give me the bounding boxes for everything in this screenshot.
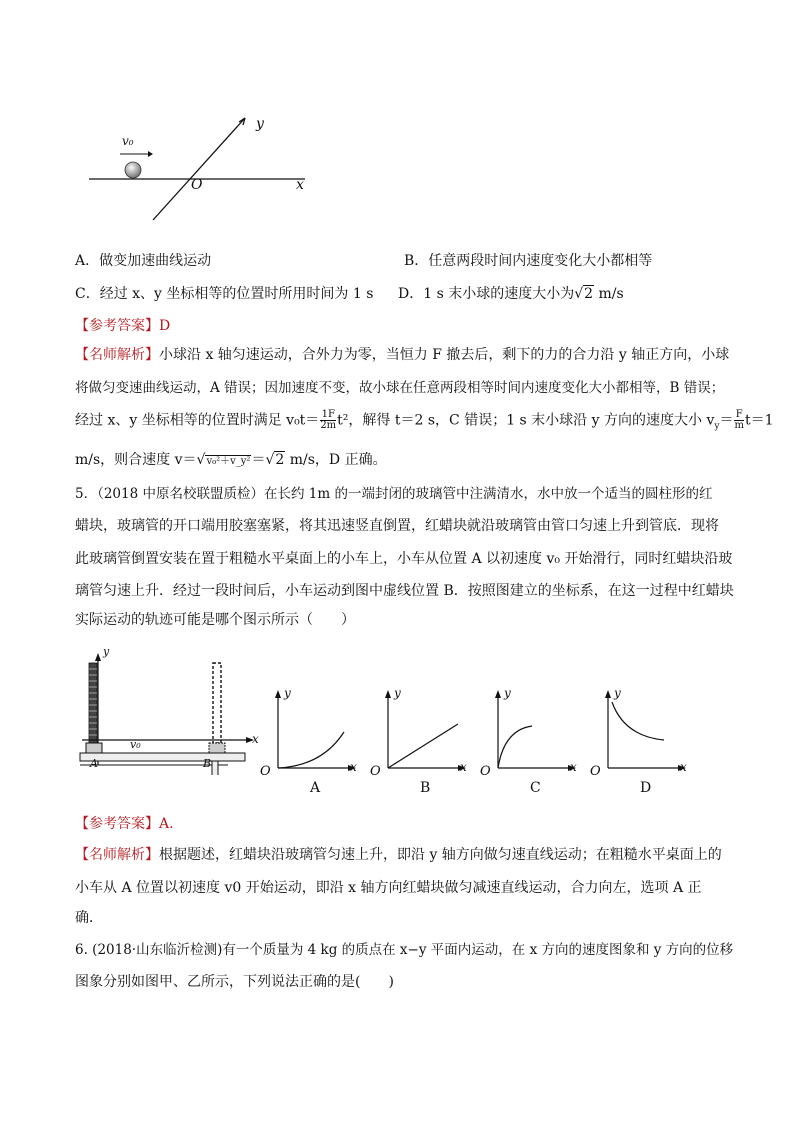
option-b: B．任意两段时间内速度变化大小都相等 xyxy=(404,253,653,269)
q4-analysis-line2: 将做匀变速曲线运动，A 错误；因加速度不变，故小球在任意两段相等时间内速度变化大小都相等，B 错误； xyxy=(75,380,725,396)
q4-answer: 【参考答案】D xyxy=(75,318,171,334)
tube-b xyxy=(213,663,221,743)
option-a: A．做变加速曲线运动 xyxy=(75,253,212,269)
table xyxy=(80,753,245,761)
trajectory-d xyxy=(612,702,664,740)
cart-b xyxy=(209,743,225,753)
q5-line4: 璃管匀速上升．经过一段时间后，小车运动到图中虚线位置 B．按照图建立的坐标系，在这一过程中红蜡块 xyxy=(75,583,734,599)
q5-analysis-line2: 小车从 A 位置以初速度 v0 开始运动，即沿 x 轴方向红蜡块做匀减速直线运动，合力向左，选项 A 正 xyxy=(75,880,702,896)
label-pos-b: B xyxy=(203,757,212,770)
label-pos-a: A xyxy=(90,757,98,770)
q5-line1: 5．（2018 中原名校联盟质检）在长约 1m 的一端封闭的玻璃管中注满清水，水中放一个适当的圆柱形的红 xyxy=(75,486,713,502)
label-x: x xyxy=(296,177,304,193)
option-d: D．1 s 末小球的速度大小为√2 m/s xyxy=(398,286,624,302)
q5-answer: 【参考答案】A. xyxy=(75,816,174,832)
option-c: C．经过 x、y 坐标相等的位置时所用时间为 1 s xyxy=(75,286,374,302)
graph-b: y x O B xyxy=(370,686,467,796)
trajectory-c xyxy=(498,726,532,768)
label-o: O xyxy=(191,177,203,193)
y-axis xyxy=(153,118,245,220)
ball xyxy=(125,162,141,178)
label-y2: y xyxy=(103,645,110,658)
label-v0-2: v₀ xyxy=(130,738,141,751)
q4-analysis-line4: m/s，则合速度 v＝√v₀²＋v_y²＝√2 m/s，D 正确。 xyxy=(75,452,387,468)
q6-line2: 图象分别如图甲、乙所示，下列说法正确的是( ) xyxy=(75,974,394,990)
label-v0: v₀ xyxy=(122,134,134,148)
q5-line3: 此玻璃管倒置安装在置于粗糙水平桌面上的小车上，小车从位置 A 以初速度 v₀ 开始滑行，同时红蜡块沿玻 xyxy=(75,551,733,567)
graph-d: y x O D xyxy=(590,686,687,796)
q5-line5: 实际运动的轨迹可能是哪个图示所示（ ） xyxy=(75,612,355,628)
q4-analysis-line1: 【名师解析】小球沿 x 轴匀速运动，合外力为零，当恒力 F 撤去后，剩下的力的合力沿 y 轴正方向，小球 xyxy=(75,347,730,363)
cart-a xyxy=(86,743,102,753)
q5-analysis-line3: 确． xyxy=(75,910,103,926)
figure-cart-tube xyxy=(78,645,268,775)
q4-analysis-line3: 经过 x、y 坐标相等的位置时满足 v₀t＝ $\frac{1F}{2m}$ t²，解得 t＝2 s，C 错误；1 s 末小球沿 y 方向的速度大小 $v_y=$ $\frac{F}{m}$ t＝1 xyxy=(75,409,774,432)
figure-ball-axes xyxy=(85,110,315,225)
q6-line1: 6. (2018·山东临沂检测)有一个质量为 4 kg 的质点在 x−y 平面内运动，在 x 方向的速度图象和 y 方向的位移 xyxy=(75,942,734,958)
trajectory-b xyxy=(388,724,458,768)
q5-analysis-line1: 【名师解析】根据题述，红蜡块沿玻璃管匀速上升，即沿 y 轴方向做匀速直线运动；在粗糙水平桌面上的 xyxy=(75,847,722,863)
trajectory-a xyxy=(278,732,344,768)
label-x2: x xyxy=(252,732,259,746)
graph-a: y x O A xyxy=(260,686,357,796)
label-y: y xyxy=(256,116,264,132)
graph-c: y x O C xyxy=(480,686,577,796)
q5-line2: 蜡块，玻璃管的开口端用胶塞塞紧，将其迅速竖直倒置，红蜡块就沿玻璃管由管口匀速上升到管底．现将 xyxy=(75,518,719,534)
